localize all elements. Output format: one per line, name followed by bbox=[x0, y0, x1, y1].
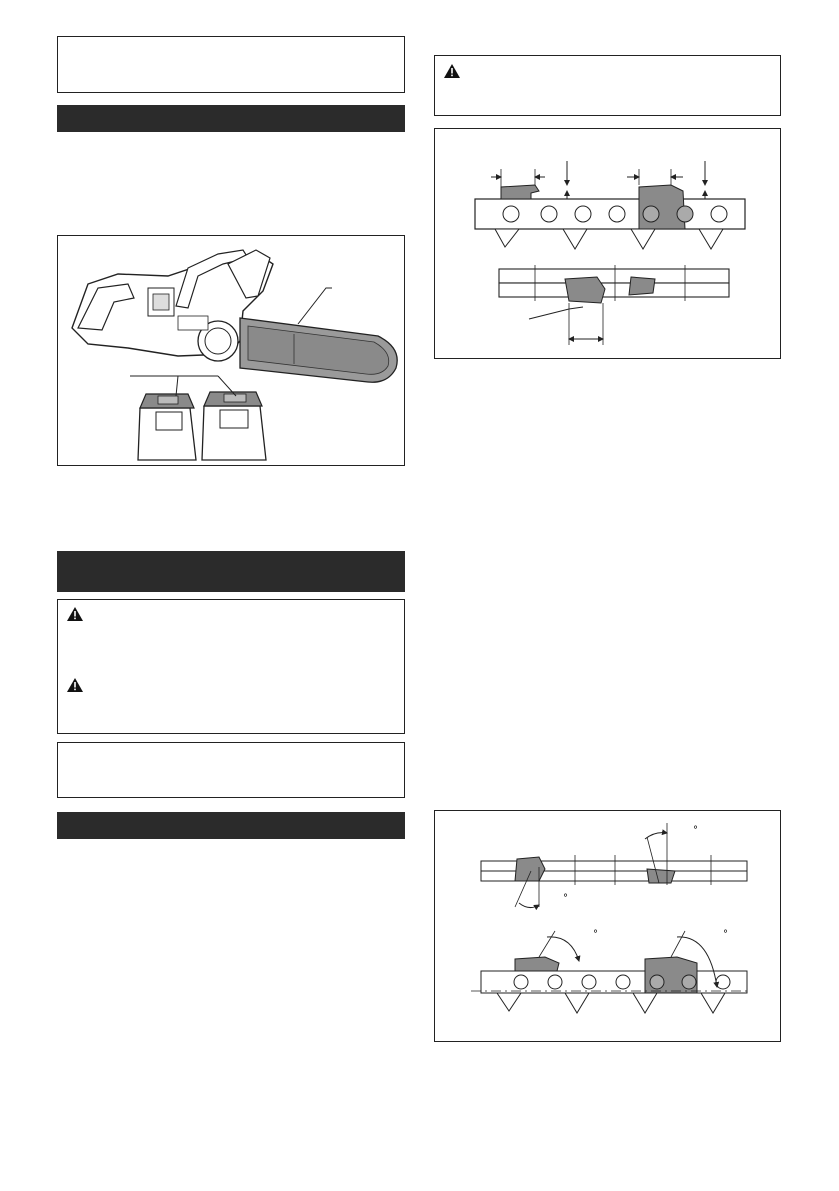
chain-side-view bbox=[481, 957, 747, 1013]
warning-triangle-icon bbox=[444, 64, 460, 78]
warning-triangle-icon bbox=[67, 607, 83, 621]
chain-top-view-lower bbox=[499, 265, 729, 303]
note-box-top bbox=[57, 36, 405, 93]
warning-triangle-icon bbox=[67, 678, 83, 692]
figure-chain-depth-gauge bbox=[434, 128, 781, 359]
section-header-bar-3 bbox=[57, 812, 405, 839]
degree-label-1: ° bbox=[693, 825, 698, 836]
degree-label-2: ° bbox=[563, 893, 568, 904]
chain-depth-diagram bbox=[435, 129, 781, 359]
battery-cartridge-left bbox=[138, 394, 196, 460]
callout-depth-gauge bbox=[529, 307, 583, 319]
section-header-bar-2 bbox=[57, 551, 405, 592]
battery-cartridge-right bbox=[202, 392, 266, 460]
figure-chainsaw-product bbox=[57, 235, 405, 466]
note-box-middle bbox=[57, 742, 405, 798]
warning-box-double bbox=[57, 599, 405, 734]
chain-top-view bbox=[481, 855, 747, 885]
degree-label-4: ° bbox=[723, 929, 728, 940]
callout-guide-bar bbox=[298, 288, 332, 324]
filing-angle-diagram bbox=[435, 811, 781, 1042]
chainsaw-illustration bbox=[58, 236, 405, 466]
degree-label-3: ° bbox=[593, 929, 598, 940]
section-header-bar-1 bbox=[57, 105, 405, 132]
warning-box-single bbox=[434, 55, 781, 116]
figure-filing-angles bbox=[434, 810, 781, 1042]
